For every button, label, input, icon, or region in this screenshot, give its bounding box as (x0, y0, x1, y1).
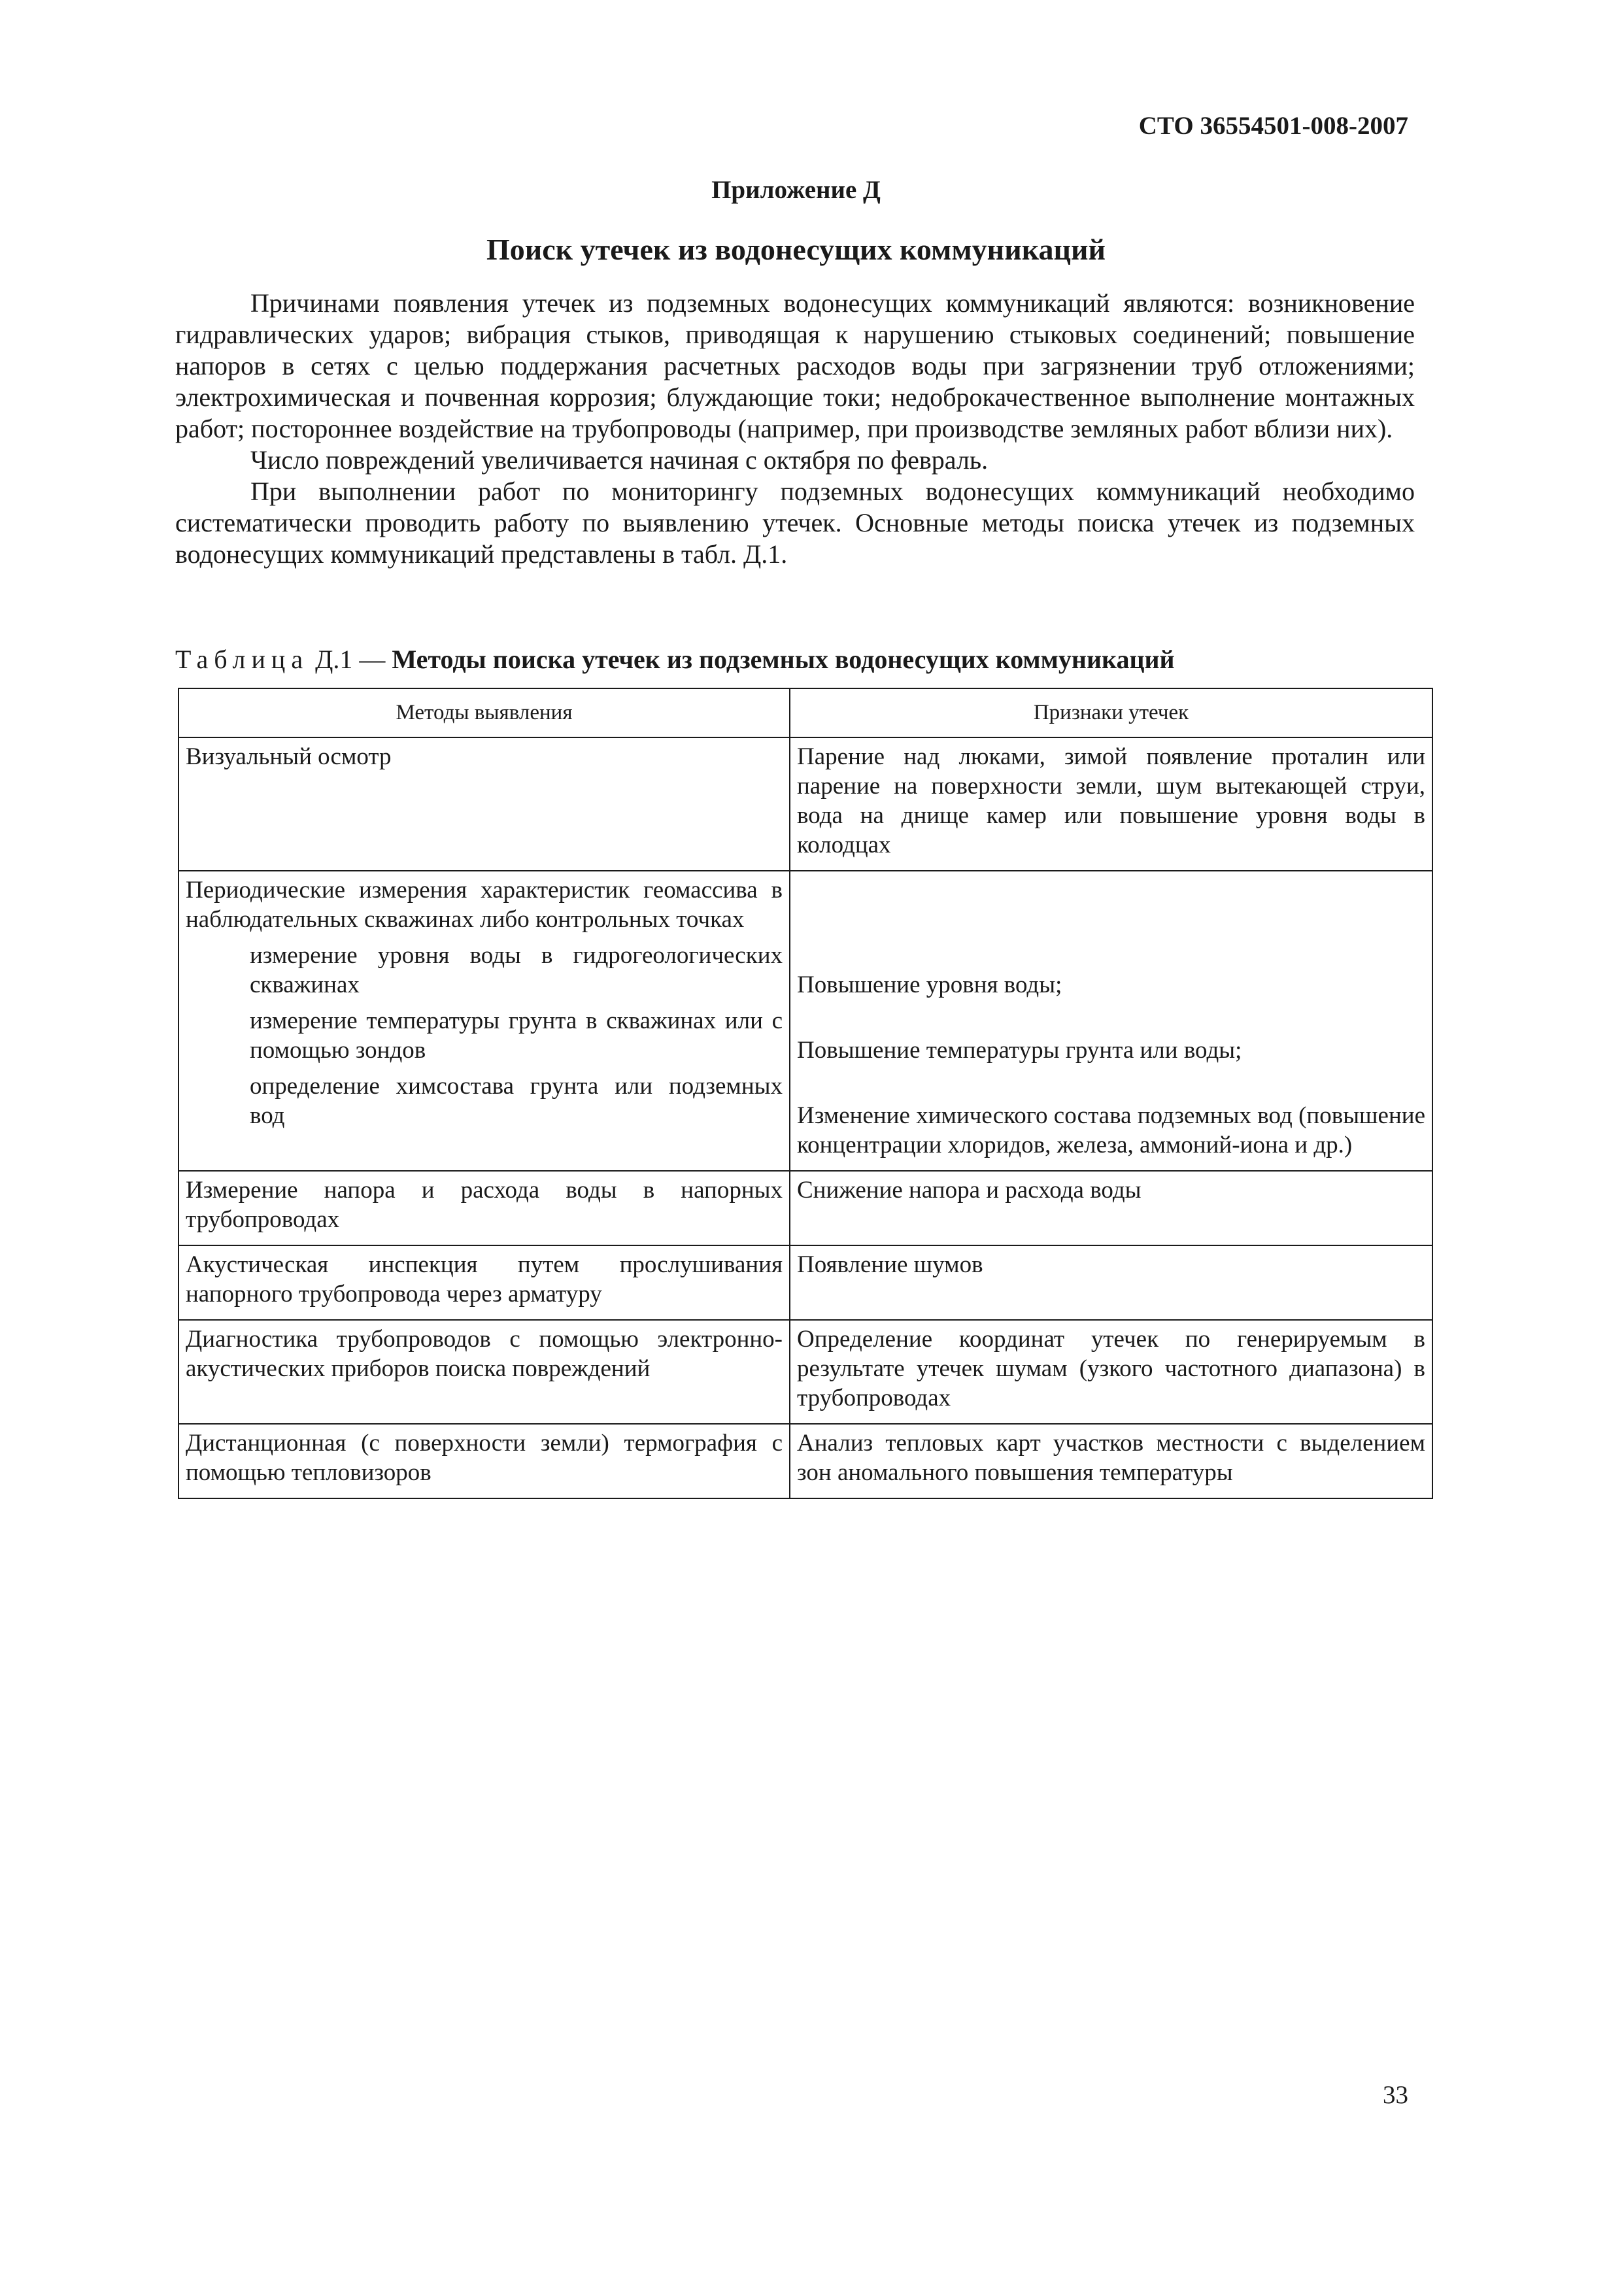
table-row (178, 1320, 1432, 1424)
appendix-title: Поиск утечек из водонесущих коммуникаций (486, 233, 1106, 266)
method-cell: Акустическая инспекция путем прослушивания напорного трубопровода через арматуру (178, 1245, 790, 1320)
table-caption (175, 644, 1430, 675)
paragraph-seasonality: Число повреждений увеличивается начиная с октября по февраль. (250, 445, 989, 475)
sub-method: определение химсостава грунта или подземных вод (250, 1073, 783, 1129)
column-header-methods: Методы выявления (178, 688, 790, 737)
sub-method: измерение уровня воды в гидрогеологических скважинах (250, 942, 783, 998)
table-row (178, 871, 1432, 1171)
sign-cell: Определение координат утечек по генерируемым в результате утечек шумам (узкого частотного диапазона) в трубопроводах (790, 1320, 1432, 1424)
table-header-row (178, 688, 1432, 737)
appendix-label: Приложение Д (711, 176, 881, 204)
table-row (178, 1171, 1432, 1245)
method-cell: Измерение напора и расхода воды в напорных трубопроводах (178, 1171, 790, 1245)
sub-sign: Повышение уровня воды; (797, 971, 1062, 998)
table-row (178, 1424, 1432, 1498)
table-caption-prefix: Таблица (175, 645, 309, 674)
page-number: 33 (1383, 2081, 1408, 2109)
body-text (175, 288, 1415, 570)
sign-cell (790, 871, 1432, 1171)
table-row (178, 737, 1432, 871)
table-caption-title: Методы поиска утечек из подземных водонесущих коммуникаций (392, 645, 1175, 674)
method-group-title: Периодические измерения характеристик геомассива в наблюдательных скважинах либо контрольных точках (186, 877, 783, 933)
leak-methods-table (178, 688, 1433, 1499)
sign-cell: Анализ тепловых карт участков местности с выделением зон аномального повышения температуры (790, 1424, 1432, 1498)
sub-sign: Изменение химического состава подземных вод (повышение концентрации хлоридов, железа, аммоний-иона и др.) (797, 1102, 1425, 1158)
sign-cell: Снижение напора и расхода воды (790, 1171, 1432, 1245)
paragraph-monitoring: При выполнении работ по мониторингу подземных водонесущих коммуникаций необходимо систематически проводить работу по выявлению утечек. Основные методы поиска утечек из подземных водонесущих коммуникаций представлены в табл. Д.1. (175, 477, 1415, 569)
column-header-signs: Признаки утечек (790, 688, 1432, 737)
table-caption-number: Д.1 — (309, 645, 392, 674)
sign-cell: Парение над люками, зимой появление проталин или парение на поверхности земли, шум вытекающей струи, вода на днище камер или повышение уровня воды в колодцах (790, 737, 1432, 871)
document-code: СТО 36554501-008-2007 (1138, 112, 1408, 140)
method-cell: Дистанционная (с поверхности земли) термография с помощью тепловизоров (178, 1424, 790, 1498)
method-cell: Визуальный осмотр (178, 737, 790, 871)
table-row (178, 1245, 1432, 1320)
sub-sign: Повышение температуры грунта или воды; (797, 1037, 1242, 1064)
sign-cell: Появление шумов (790, 1245, 1432, 1320)
method-cell: Диагностика трубопроводов с помощью электронно-акустических приборов поиска повреждений (178, 1320, 790, 1424)
method-cell (178, 871, 790, 1171)
sign-spacer (797, 875, 1425, 964)
paragraph-causes: Причинами появления утечек из подземных водонесущих коммуникаций являются: возникновение гидравлических ударов; вибрация стыков, приводящая к нарушению стыковых соединений; повышение напоров в сетях с целью поддержания расчетных расходов воды при загрязнении труб отложениями; электрохимическая и почвенная коррозия; блуждающие токи; недоброкачественное выполнение монтажных работ; постороннее воздействие на трубопроводы (например, при производстве земляных работ вблизи них). (175, 288, 1415, 443)
sub-method: измерение температуры грунта в скважинах или с помощью зондов (250, 1007, 783, 1064)
